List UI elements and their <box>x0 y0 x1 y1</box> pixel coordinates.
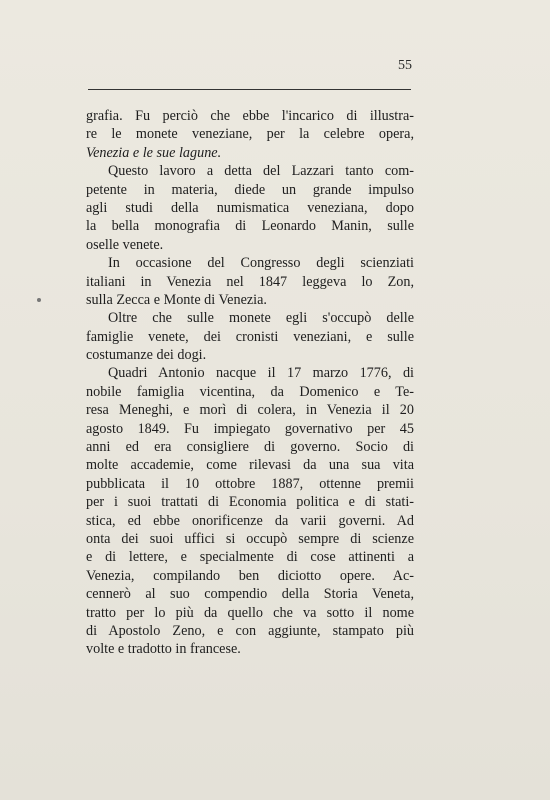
text-line: costumanze dei dogi. <box>86 347 207 364</box>
text-line: italiani in Venezia nel 1847 leggeva lo Zon, <box>86 273 414 290</box>
text-line: Quadri Antonio nacque il 17 marzo 1776, di <box>108 365 414 382</box>
text-line: molte accademie, come rilevasi da una sua vita <box>86 457 414 474</box>
text-line: agosto 1849. Fu impiegato governativo per 45 <box>86 420 414 437</box>
text-line: onta dei suoi uffici si occupò sempre di scienze <box>86 530 414 547</box>
text-line: cennerò al suo compendio della Storia Veneta, <box>86 586 414 603</box>
text-line: Oltre che sulle monete egli s'occupò delle <box>108 310 414 327</box>
text-line: volte e tradotto in francese. <box>86 641 241 658</box>
text-line: anni ed era consigliere di governo. Socio di <box>86 439 414 456</box>
text-line: re le monete veneziane, per la celebre opera, <box>86 126 414 143</box>
text-line: In occasione del Congresso degli scienziati <box>108 255 414 272</box>
text-line: nobile famiglia vicentina, da Domenico e Te- <box>86 383 414 400</box>
paper-speck <box>37 298 41 302</box>
text-line: tratto per lo più da quello che va sotto il nome <box>86 604 414 621</box>
header-rule <box>88 89 411 90</box>
text-line: e di lettere, e specialmente di cose attinenti a <box>86 549 414 566</box>
text-line: famiglie venete, dei cronisti veneziani, e sulle <box>86 328 414 345</box>
text-line: petente in materia, diede un grande impulso <box>86 181 414 198</box>
text-line: pubblicata il 10 ottobre 1887, ottenne premii <box>86 475 414 492</box>
text-line: grafia. Fu perciò che ebbe l'incarico di illustra- <box>86 108 414 124</box>
text-line: per i suoi trattati di Economia politica e di stati- <box>86 494 414 511</box>
text-line: di Apostolo Zeno, e con aggiunte, stampato più <box>86 622 414 639</box>
text-line: Venezia, compilando ben diciotto opere. Ac- <box>86 567 414 584</box>
text-line: Venezia e le sue lagune. <box>86 144 222 161</box>
text-line: resa Meneghi, e morì di colera, in Venezia il 20 <box>86 402 414 419</box>
text-line: stica, ed ebbe onorificenze da varii governi. Ad <box>86 512 414 529</box>
body-text <box>86 107 414 659</box>
text-line: Questo lavoro a detta del Lazzari tanto com- <box>108 163 414 180</box>
text-line: sulla Zecca e Monte di Venezia. <box>86 291 267 308</box>
text-line: agli studi della numismatica veneziana, dopo <box>86 199 414 216</box>
page-number: 55 <box>398 58 412 73</box>
text-line: oselle venete. <box>86 236 164 253</box>
text-line: la bella monografia di Leonardo Manin, sulle <box>86 218 414 235</box>
